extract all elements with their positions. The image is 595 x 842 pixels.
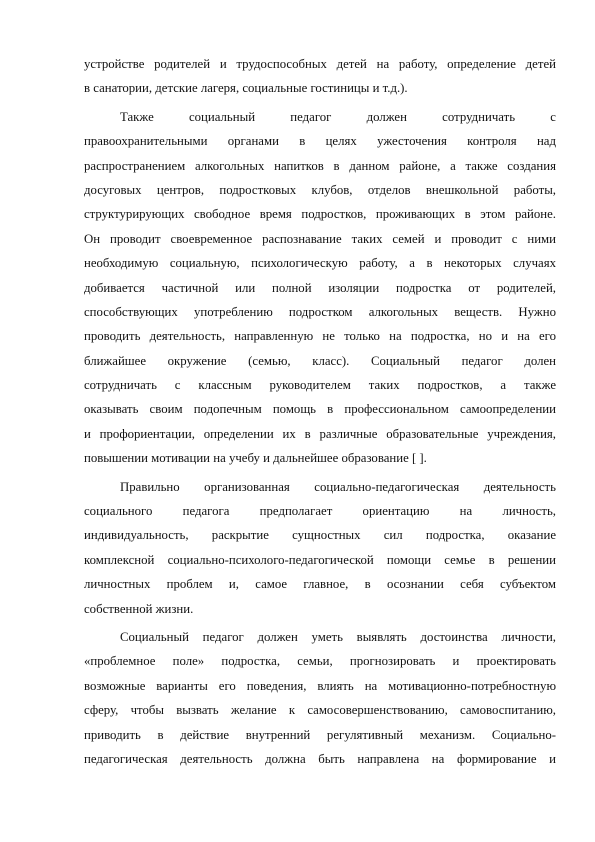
text-line: индивидуальность, раскрытие сущностных сил подростка, оказание: [84, 528, 556, 543]
text-line: необходимую социальную, психологическую работу, а в некоторых случаях: [84, 256, 556, 271]
text-line: повышении мотивации на учебу и дальнейшее образование [ ].: [84, 451, 427, 466]
paragraph: [84, 475, 556, 621]
text-line: комплексной социально-психолого-педагогической помощи семье в решении: [84, 552, 556, 567]
text-line: и профориентации, определении их в различные образовательные учреждения,: [84, 426, 556, 441]
text-line: Социальный педагог должен уметь выявлять достоинства личности,: [120, 629, 556, 644]
text-line: Правильно организованная социально-педагогическая деятельность: [120, 479, 556, 494]
text-line: приводить в действие внутренний регулятивный механизм. Социально-: [84, 727, 556, 742]
text-line: распространением алкогольных напитков в данном районе, а также создания: [84, 158, 556, 173]
text-line: досуговых центров, подростковых клубов, отделов внешкольной работы,: [84, 182, 556, 197]
text-line: «проблемное поле» подростка, семьи, прогнозировать и проектировать: [84, 654, 556, 669]
text-line: педагогическая деятельность должна быть направлена на формирование и: [84, 751, 556, 766]
document-page: [84, 52, 556, 771]
text-line: Он проводит своевременное распознавание таких семей и проводит с ними: [84, 231, 556, 246]
text-line: в санатории, детские лагеря, социальные гостиницы и т.д.).: [84, 81, 408, 96]
text-line: правоохранительными органами в целях ужесточения контроля над: [84, 134, 556, 149]
text-line: личностных проблем и, самое главное, в осознании себя субъектом: [84, 577, 556, 592]
text-line: возможные варианты его поведения, влиять на мотивационно-потребностную: [84, 678, 556, 693]
text-line: сотрудничать с классным руководителем таких подростков, а также: [84, 378, 556, 393]
text-line: ближайшее окружение (семью, класс). Социальный педагог долен: [84, 353, 556, 368]
text-line: структурирующих свободное время подростков, проживающих в этом районе.: [84, 207, 556, 222]
text-line: сферу, чтобы вызвать желание к самосовершенствованию, самовоспитанию,: [84, 703, 556, 718]
paragraph: [84, 52, 556, 101]
paragraph: [84, 625, 556, 771]
text-line: собственной жизни.: [84, 601, 194, 616]
text-line: устройстве родителей и трудоспособных детей на работу, определение детей: [84, 57, 556, 71]
paragraph: [84, 105, 556, 471]
text-line: оказывать своим подопечным помощь в профессиональном самоопределении: [84, 402, 556, 417]
text-line: Также социальный педагог должен сотрудничать с: [120, 109, 556, 124]
text-line: способствующих употреблению подростком алкогольных веществ. Нужно: [84, 304, 556, 319]
text-line: добивается частичной или полной изоляции подростка от родителей,: [84, 280, 556, 295]
text-line: проводить деятельность, направленную не только на подростка, но и на его: [84, 329, 556, 344]
text-line: социального педагога предполагает ориентацию на личность,: [84, 504, 556, 519]
